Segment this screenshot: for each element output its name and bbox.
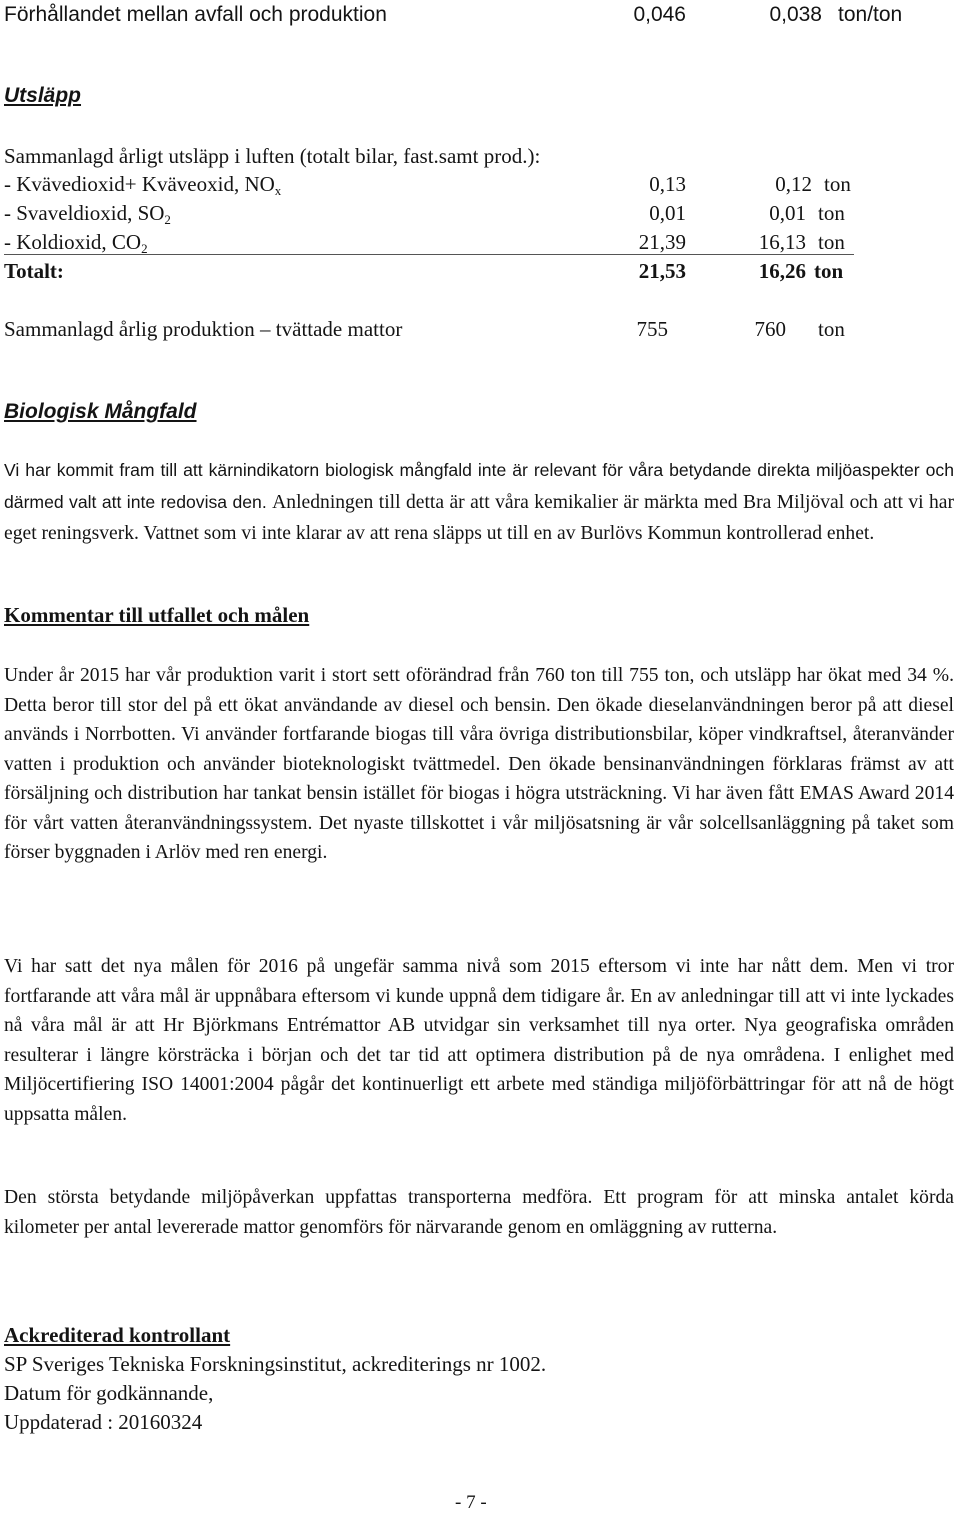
total-label: Totalt: bbox=[4, 259, 64, 283]
emission-unit: ton bbox=[824, 172, 851, 196]
emission-unit: ton bbox=[818, 201, 845, 225]
ratio-label: Förhållandet mellan avfall och produktion bbox=[4, 3, 387, 26]
kommentar-heading: Kommentar till utfallet och målen bbox=[4, 603, 310, 627]
emission-value-2014: 16,13 bbox=[758, 230, 806, 254]
ratio-unit: ton/ton bbox=[838, 3, 903, 26]
emission-label: - Koldioxid, $CO_2$ bbox=[4, 230, 148, 256]
production-row bbox=[0, 314, 960, 344]
emission-row-nox bbox=[0, 169, 960, 199]
total-value-2014: 16,26 bbox=[758, 259, 806, 283]
production-value-2014: 760 bbox=[754, 317, 786, 341]
ratio-value-2015: 0,046 bbox=[633, 3, 686, 26]
emission-value-2015: 0,13 bbox=[649, 172, 686, 196]
total-value-2015: 21,53 bbox=[638, 259, 686, 283]
emission-unit: ton bbox=[818, 230, 845, 254]
kommentar-paragraph-1: Under år 2015 har vår produktion varit i stort sett oförändrad från 760 ton till 755 ton, och utsläpp har ökat med 34 %. Detta beror till stor del på ett ökat användande av diesel och bensin. Den ökade dieselanvändningen beror på att diesel används i Norrbotten. Vi använder fortfarande biogas till våra övriga distributionsbilar, köper vindkraftsel, återanvänder vatten i produktion och använder bioteknologiskt tvättmedel. Den ökade bensinanvändningen förklaras främst av att försäljning och distribution har tankat bensin istället för biogas i högra utsträckning. Vi har även fått EMAS Award 2014 för vårt vatten återanvändningssystem. Det nyaste tillskottet i vår miljösatsning är vår solcellsanläggning på taket som förser byggnaden i Arlöv med ren energi. bbox=[4, 665, 954, 863]
biologisk-heading: Biologisk Mångfald bbox=[4, 400, 197, 423]
emission-value-2015: 21,39 bbox=[638, 230, 686, 254]
emission-total-row bbox=[0, 256, 960, 286]
kommentar-paragraph-2: Vi har satt det nya målen för 2016 på ungefär samma nivå som 2015 eftersom vi inte har nått dem. Men vi tror fortfarande att våra mål är uppnåbara eftersom vi kunde uppnå dem tidigare år. En av anledningar till att vi inte lyckades nå våra mål är att Hr Björkmans Entrémattor AB utvidgar sin verksamhet till nya orter. Nya geografiska områden resulterar i längre körsträcka i början och det tar tid att optimera distribution på de nya områdena. I enlighet med Miljöcertifiering ISO 14001:2004 pågår det kontinuerligt ett arbete med ständiga miljöförbättringar för att nå de högt uppsatta målen. bbox=[4, 956, 954, 1125]
production-value-2015: 755 bbox=[636, 317, 668, 341]
ackrediterad-heading: Ackrediterad kontrollant bbox=[4, 1323, 231, 1347]
biologisk-paragraph bbox=[4, 455, 954, 550]
utslapp-heading: Utsläpp bbox=[4, 84, 82, 107]
ackrediterad-line-1: SP Sveriges Tekniska Forskningsinstitut, ackrediterings nr 1002. bbox=[4, 1352, 547, 1376]
emission-value-2015: 0,01 bbox=[649, 201, 686, 225]
ackrediterad-line-2: Datum för godkännande, bbox=[4, 1381, 214, 1405]
emission-label: - Svaveldioxid, $SO_2$ bbox=[4, 201, 171, 227]
emission-label: - Kvävedioxid+ Kväveoxid, $NO_x$ bbox=[4, 172, 282, 198]
production-unit: ton bbox=[818, 317, 845, 341]
page-number: - 7 - bbox=[455, 1492, 487, 1513]
kommentar-paragraph-3: Den största betydande miljöpåverkan uppfattas transporterna medföra. Ett program för att minska antalet körda kilometer per antal levererade mattor genomförs för närvarande genom en omläggning av rutterna. bbox=[4, 1187, 954, 1238]
ratio-value-2014: 0,038 bbox=[769, 3, 822, 26]
total-unit: ton bbox=[814, 259, 844, 283]
emission-row-co2 bbox=[0, 227, 960, 257]
ratio-row bbox=[0, 0, 960, 30]
emission-value-2014: 0,01 bbox=[769, 201, 806, 225]
biologisk-text-a: Vi har kommit fram till att kärnindikatorn biologisk mångfald inte är relevant för våra betydande direkta miljöaspekter och därmed valt att inte redovisa den. bbox=[4, 460, 954, 512]
production-label: Sammanlagd årlig produktion – tvättade mattor bbox=[4, 317, 403, 341]
emission-row-so2 bbox=[0, 198, 960, 228]
biologisk-text-b: Anledningen till detta är att våra kemikalier är märkta med Bra Miljöval och att vi har eget reningsverk. Vattnet som vi inte klarar av att rena släpps ut till en av Burlövs Kommun kontrollerad enhet. bbox=[4, 491, 954, 544]
total-separator bbox=[4, 254, 854, 255]
ackrediterad-line-3: Uppdaterad : 20160324 bbox=[4, 1410, 203, 1434]
utslapp-intro: Sammanlagd årligt utsläpp i luften (totalt bilar, fast.samt prod.): bbox=[4, 144, 541, 168]
emission-value-2014: 0,12 bbox=[775, 172, 812, 196]
